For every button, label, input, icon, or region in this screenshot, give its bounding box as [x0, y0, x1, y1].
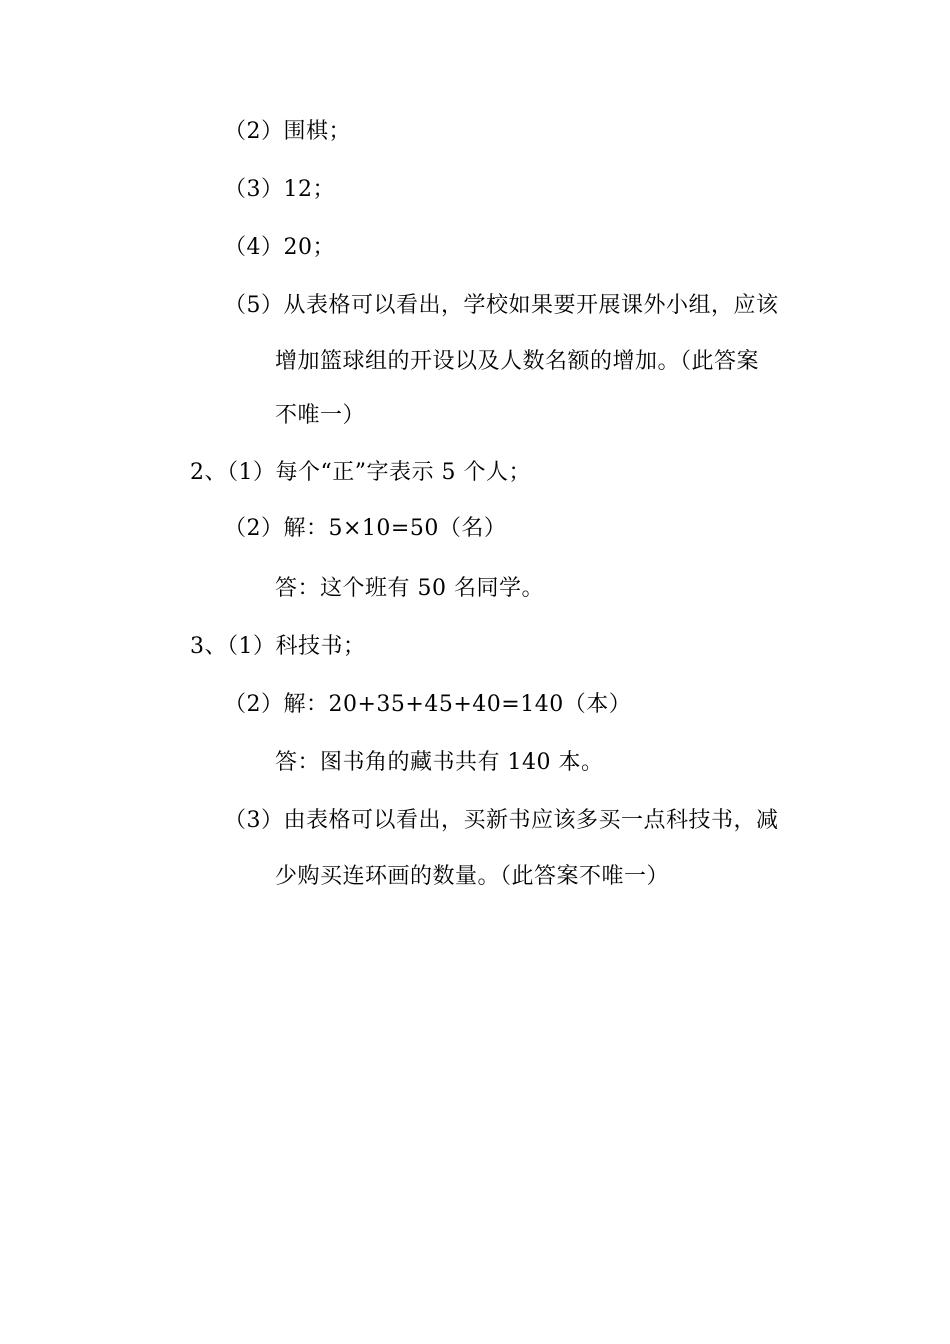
answer-1-5-line2: 增加篮球组的开设以及人数名额的增加。（此答案: [275, 349, 760, 374]
answer-2-2: （2）解：5×10=50（名）: [224, 516, 507, 541]
answer-1-2: （2）围棋；: [224, 119, 351, 144]
answer-3-3-line2: 少购买连环画的数量。（此答案不唯一）: [275, 864, 670, 889]
answer-1-5-line1: （5）从表格可以看出，学校如果要开展课外小组，应该: [224, 293, 779, 318]
answer-3-2: （2）解：20+35+45+40=140（本）: [224, 692, 632, 717]
answer-1-3: （3）12；: [224, 177, 335, 202]
answer-3-1: 3、（1）科技书；: [190, 634, 366, 659]
answer-3-2-reply: 答：图书角的藏书共有 140 本。: [275, 750, 604, 775]
answer-3-3-line1: （3）由表格可以看出，买新书应该多买一点科技书，减: [224, 808, 779, 833]
answer-1-4: （4）20；: [224, 235, 335, 260]
answer-1-5-line3: 不唯一）: [275, 403, 366, 428]
answer-2-2-reply: 答：这个班有 50 名同学。: [275, 576, 544, 601]
answer-2-1: 2、（1）每个“正”字表示 5 个人；: [190, 460, 531, 485]
